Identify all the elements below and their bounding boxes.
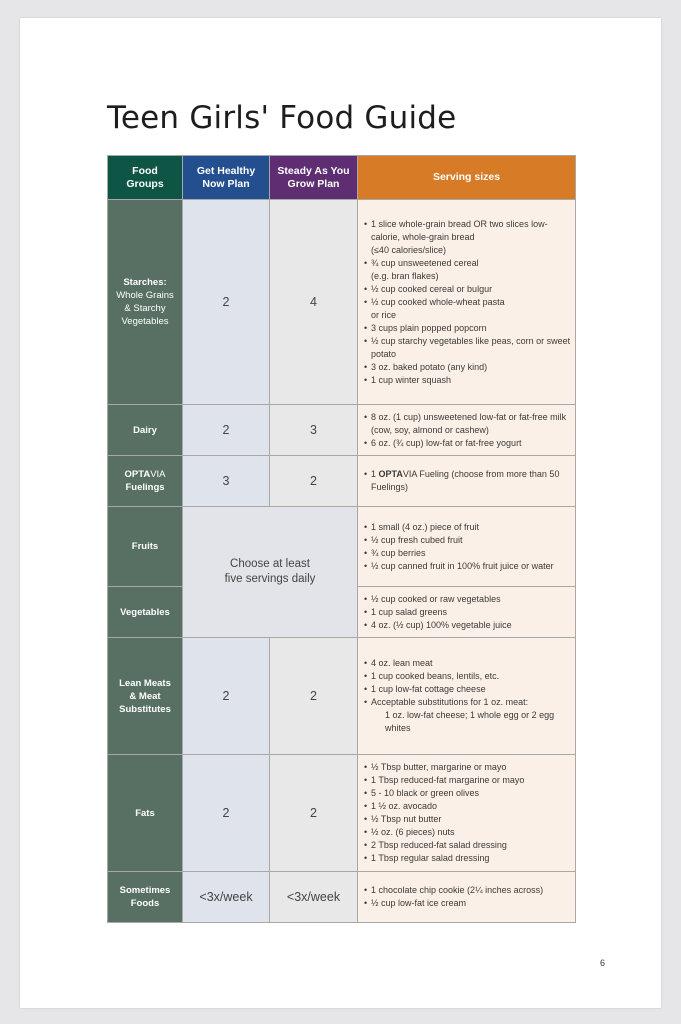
dairy-serving-sizes [358,405,576,456]
list-item: • 5 - 10 black or green olives [364,787,571,800]
document-page [20,18,661,1008]
fruits-serving-sizes [358,507,576,587]
list-item: • 8 oz. (1 cup) unsweetened low-fat or fat-free milk (cow, soy, almond or cashew) [364,411,571,437]
list-item: • ½ Tbsp butter, margarine or mayo [364,761,571,774]
category-lean-meats: Lean Meats & Meat Substitutes [108,638,183,755]
list-item: • 1 cup salad greens [364,606,571,619]
table-row-sometimes-foods [108,872,576,923]
list-item: • 1 cup winter squash [364,374,571,387]
table-row-fats [108,755,576,872]
header-serving-sizes: Serving sizes [358,156,576,200]
category-fats: Fats [108,755,183,872]
page-title: Teen Girls' Food Guide [107,100,457,136]
list-item: • ½ cup cooked or raw vegetables [364,593,571,606]
table-row-fuelings [108,456,576,507]
table-row-dairy [108,405,576,456]
list-item: • ½ Tbsp nut butter [364,813,571,826]
list-item: • 2 Tbsp reduced-fat salad dressing [364,839,571,852]
category-fuelings: OPTAVIA Fuelings [108,456,183,507]
dairy-get-healthy-value: 2 [183,405,270,456]
fats-serving-sizes [358,755,576,872]
food-guide-table [107,155,576,923]
list-item: • ½ cup low-fat ice cream [364,897,571,910]
list-item: • 1 slice whole-grain bread OR two slices low-calorie, whole-grain bread (≤40 calories/slice) [364,218,571,257]
list-item: • 1 ½ oz. avocado [364,800,571,813]
starches-get-healthy-value: 2 [183,200,270,405]
list-item: • 4 oz. lean meat [364,657,571,670]
category-vegetables: Vegetables [108,587,183,638]
category-dairy: Dairy [108,405,183,456]
list-item: • ½ cup canned fruit in 100% fruit juice or water [364,560,571,573]
list-item: • 1 Tbsp regular salad dressing [364,852,571,865]
vegetables-serving-sizes [358,587,576,638]
lean-meats-get-healthy-value: 2 [183,638,270,755]
dairy-steady-value: 3 [270,405,358,456]
list-item: • 6 oz. (¾ cup) low-fat or fat-free yogurt [364,437,571,450]
table-row-lean-meats [108,638,576,755]
list-item: • ½ cup cooked cereal or bulgur [364,283,571,296]
list-item: • 3 cups plain popped popcorn [364,322,571,335]
table-row-fruits [108,507,576,587]
list-item: • ½ oz. (6 pieces) nuts [364,826,571,839]
starches-serving-sizes [358,200,576,405]
list-item: • 1 small (4 oz.) piece of fruit [364,521,571,534]
sometimes-steady-value: <3x/week [270,872,358,923]
header-get-healthy-plan: Get Healthy Now Plan [183,156,270,200]
list-item: • 1 chocolate chip cookie (2¼ inches across) [364,884,571,897]
fats-get-healthy-value: 2 [183,755,270,872]
fats-steady-value: 2 [270,755,358,872]
list-item: • ½ cup cooked whole-wheat pasta or rice [364,296,571,322]
list-item: • ½ cup fresh cubed fruit [364,534,571,547]
list-item: • 3 oz. baked potato (any kind) [364,361,571,374]
lean-meats-serving-sizes [358,638,576,755]
category-fruits: Fruits [108,507,183,587]
header-steady-plan: Steady As You Grow Plan [270,156,358,200]
table-row-starches [108,200,576,405]
fruits-vegetables-plan-value: Choose at least five servings daily [183,507,358,638]
list-item: • 1 Tbsp reduced-fat margarine or mayo [364,774,571,787]
list-item: • 4 oz. (½ cup) 100% vegetable juice [364,619,571,632]
sometimes-get-healthy-value: <3x/week [183,872,270,923]
list-item: • ¾ cup unsweetened cereal (e.g. bran flakes) [364,257,571,283]
list-item: • 1 cup cooked beans, lentils, etc. [364,670,571,683]
category-sometimes-foods: Sometimes Foods [108,872,183,923]
fuelings-serving-sizes [358,456,576,507]
starches-steady-value: 4 [270,200,358,405]
sometimes-serving-sizes [358,872,576,923]
list-item: • 1 cup low-fat cottage cheese [364,683,571,696]
table-header-row [108,156,576,200]
fuelings-steady-value: 2 [270,456,358,507]
page-number: 6 [600,958,606,968]
header-food-groups: Food Groups [108,156,183,200]
list-item: • 1 OPTAVIA Fueling (choose from more than 50 Fuelings) [364,468,571,494]
list-item: • Acceptable substitutions for 1 oz. meat: 1 oz. low-fat cheese; 1 whole egg or 2 egg whites [364,696,571,735]
list-item: • ¾ cup berries [364,547,571,560]
list-item: • ½ cup starchy vegetables like peas, corn or sweet potato [364,335,571,361]
fuelings-get-healthy-value: 3 [183,456,270,507]
category-starches: Starches: Whole Grains & Starchy Vegetables [108,200,183,405]
lean-meats-steady-value: 2 [270,638,358,755]
